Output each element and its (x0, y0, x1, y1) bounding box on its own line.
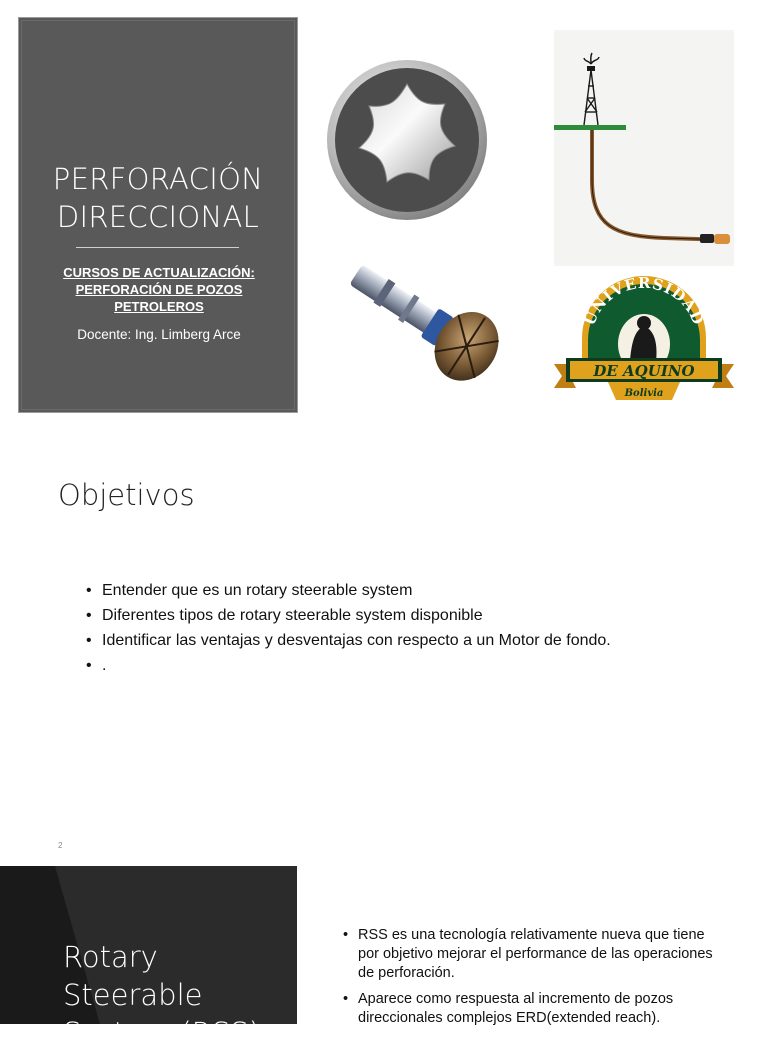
list-item: • Diferentes tipos de rotary steerable system disponible (86, 603, 611, 628)
main-title-line-2: DIRECCIONAL (56, 200, 260, 234)
logo-banner-text: DE AQUINO (593, 362, 695, 380)
rss-title (63, 938, 293, 1052)
rss-title-panel (0, 866, 297, 1050)
rss-bullet-list (343, 926, 723, 1035)
title-box (18, 17, 298, 413)
course-title (39, 264, 279, 315)
slide-rss (0, 866, 768, 1050)
course-line-2: PERFORACIÓN DE POZOS (75, 282, 243, 297)
universidad-aquino-logo (552, 268, 736, 404)
rss-title-line-2: Steerable (63, 978, 203, 1012)
directional-well-diagram-image (554, 30, 734, 266)
list-item: • RSS es una tecnología relativamente nueva que tiene por objetivo mejorar el performance de las operaciones de perforación. (343, 926, 723, 983)
rss-title-line-3: System (RSS) (63, 1016, 260, 1050)
main-title-line-1: PERFORACIÓN (52, 162, 264, 196)
stator-cross-section-image (325, 58, 489, 222)
list-item: • Entender que es un rotary steerable system (86, 578, 611, 603)
course-line-1: CURSOS DE ACTUALIZACIÓN: (63, 265, 255, 280)
slide-title (0, 0, 768, 430)
title-divider (76, 247, 239, 248)
rss-title-line-1: Rotary (63, 940, 158, 974)
logo-country-text: Bolivia (624, 388, 664, 399)
main-title (19, 160, 297, 236)
list-item: • Identificar las ventajas y desventajas con respecto a un Motor de fondo. (86, 628, 611, 653)
slide-objetivos (0, 432, 768, 862)
docente-text: Docente: Ing. Limberg Arce (77, 327, 241, 342)
logo-arc-text: UNIVERSIDAD (580, 273, 708, 328)
page-number: 2 (58, 841, 63, 850)
objetivos-title: Objetivos (58, 478, 195, 512)
list-item: • . (86, 653, 611, 678)
objetivos-list (86, 578, 611, 678)
list-item: • Aparece como respuesta al incremento de pozos direccionales complejos ERD(extended reach). (343, 990, 723, 1028)
pdc-drill-bit-image (350, 262, 520, 392)
course-line-3: PETROLEROS (114, 299, 204, 314)
